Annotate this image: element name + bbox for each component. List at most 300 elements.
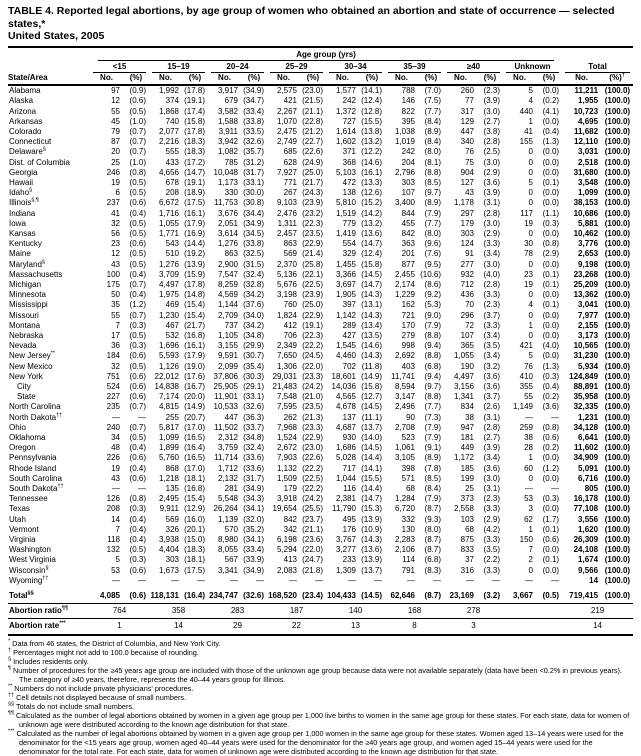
data-cell: 35 bbox=[111, 300, 120, 310]
summary-value-cell: 764 bbox=[90, 604, 149, 619]
data-cell: (3.7) bbox=[483, 392, 500, 402]
data-cell: (3.0) bbox=[483, 157, 500, 167]
data-cell: 26,309 bbox=[573, 535, 599, 545]
data-cell: (8.4) bbox=[424, 116, 441, 126]
state-row bbox=[8, 474, 633, 484]
data-cell: (22.1) bbox=[302, 269, 323, 279]
data-cell: (100.0) bbox=[604, 86, 631, 96]
data-cell: (9.5) bbox=[424, 259, 441, 269]
data-cell: (23.4) bbox=[300, 591, 326, 604]
data-cell: (0.7) bbox=[129, 126, 146, 136]
data-cell: (19.1) bbox=[184, 177, 205, 187]
data-cell: (0.5) bbox=[129, 188, 146, 198]
data-cell: (31.7) bbox=[243, 167, 264, 177]
data-cell: (15.8) bbox=[361, 259, 382, 269]
data-cell: 9,911 bbox=[159, 504, 179, 514]
data-cell: 363 bbox=[401, 239, 415, 249]
data-cell: (100.0) bbox=[604, 198, 631, 208]
data-cell: (7.5) bbox=[424, 96, 441, 106]
data-cell: (13.1) bbox=[361, 300, 382, 310]
data-cell: 124,849 bbox=[569, 371, 599, 381]
data-cell: (0.8) bbox=[129, 167, 146, 177]
footnote-marker: §,¶ bbox=[31, 197, 39, 204]
data-cell: (1.3) bbox=[542, 137, 560, 147]
state-row bbox=[8, 260, 633, 270]
data-cell: 2,381 bbox=[335, 494, 356, 504]
col-header-no: No. bbox=[267, 73, 300, 85]
data-cell: (0.3) bbox=[542, 371, 560, 381]
data-cell: (0.4) bbox=[129, 290, 146, 300]
data-cell: (100.0) bbox=[604, 514, 631, 524]
data-cell: (7.9) bbox=[424, 422, 441, 432]
data-cell: 155 bbox=[519, 137, 533, 147]
data-cell: 3,366 bbox=[335, 269, 356, 279]
data-cell: 833 bbox=[460, 545, 474, 555]
data-cell: (3.9) bbox=[483, 188, 500, 198]
data-cell: (0.6) bbox=[129, 239, 146, 249]
col-header-pct: (%) bbox=[477, 73, 503, 85]
data-cell: 4,404 bbox=[158, 545, 179, 555]
footnote-marker: § bbox=[29, 187, 33, 194]
data-cell: (3.4) bbox=[483, 453, 500, 463]
data-cell: 30 bbox=[524, 239, 533, 249]
state-row bbox=[8, 382, 633, 392]
col-header-pct: (%) bbox=[300, 73, 326, 85]
data-cell: (31.7) bbox=[243, 473, 264, 483]
data-cell: — bbox=[289, 575, 297, 585]
data-cell: (3.3) bbox=[483, 320, 500, 330]
data-cell: (30.8) bbox=[243, 198, 264, 208]
data-cell: (3.2) bbox=[477, 591, 503, 604]
data-cell: (100.0) bbox=[604, 545, 631, 555]
data-cell: (3.4) bbox=[483, 249, 500, 259]
data-cell: (3.1) bbox=[483, 484, 500, 494]
data-cell: 185 bbox=[460, 463, 474, 473]
data-cell: 2,496 bbox=[394, 402, 415, 412]
data-cell: 2,312 bbox=[217, 433, 238, 443]
data-cell: (14.3) bbox=[361, 310, 382, 320]
data-cell: (23.0) bbox=[302, 443, 323, 453]
data-cell: 48 bbox=[111, 443, 120, 453]
data-cell: 355 bbox=[519, 382, 533, 391]
data-cell: (25.0) bbox=[302, 300, 323, 310]
data-cell: 62 bbox=[524, 514, 533, 524]
data-cell: 43 bbox=[111, 473, 120, 483]
data-cell: (32.6) bbox=[241, 591, 267, 604]
data-cell: (0.1) bbox=[542, 279, 560, 289]
data-cell: 932 bbox=[460, 269, 474, 279]
data-cell: 863 bbox=[224, 249, 238, 259]
data-cell: (14.5) bbox=[361, 443, 382, 453]
data-cell: 62,646 bbox=[385, 591, 418, 604]
data-cell: (9.2) bbox=[424, 290, 441, 300]
col-header-pct: (%) bbox=[536, 73, 562, 85]
data-cell: 524 bbox=[106, 382, 120, 391]
data-cell: (0.5) bbox=[129, 228, 146, 238]
data-cell: (13.6) bbox=[361, 545, 382, 555]
data-cell: 7 bbox=[115, 320, 120, 330]
data-cell: 11,602 bbox=[574, 443, 599, 453]
data-cell: (7.7) bbox=[424, 402, 441, 412]
data-cell: (14.4) bbox=[184, 239, 205, 249]
data-cell: (7.6) bbox=[424, 249, 441, 259]
group-header-label: Total bbox=[565, 61, 630, 73]
data-cell: 17 bbox=[111, 330, 120, 340]
data-cell: (8.6) bbox=[424, 279, 441, 289]
data-cell: 32,335 bbox=[573, 402, 599, 412]
group-header-label: <15 bbox=[93, 61, 146, 73]
data-cell: (17.6) bbox=[184, 371, 205, 381]
data-cell: (0.2) bbox=[542, 443, 560, 453]
state-row bbox=[8, 178, 633, 188]
data-cell: 75 bbox=[465, 157, 474, 167]
data-cell: 760 bbox=[283, 300, 297, 310]
data-cell: 330 bbox=[224, 188, 238, 198]
data-cell: 162 bbox=[401, 300, 415, 310]
data-cell: (0.6) bbox=[542, 433, 560, 443]
data-cell: 7,977 bbox=[578, 310, 599, 320]
data-cell: 45 bbox=[111, 116, 120, 126]
data-cell: (33.7) bbox=[243, 422, 264, 432]
data-cell: 1,306 bbox=[276, 361, 297, 371]
data-cell: 104,433 bbox=[326, 591, 359, 604]
group-header-label: 20–24 bbox=[211, 61, 264, 73]
data-cell: 23 bbox=[524, 269, 533, 279]
data-cell: 2,455 bbox=[394, 269, 415, 279]
data-cell: 36 bbox=[111, 341, 120, 351]
data-cell: (34.2) bbox=[243, 290, 264, 300]
data-cell: 5,810 bbox=[335, 198, 356, 208]
data-cell: 436 bbox=[460, 290, 474, 300]
data-cell: (6.8) bbox=[424, 555, 441, 565]
state-row bbox=[8, 372, 633, 382]
state-name: North Dakota†† bbox=[9, 411, 63, 422]
data-cell: 11,211 bbox=[574, 86, 599, 96]
data-cell: 4,497 bbox=[158, 279, 179, 289]
data-cell: 1,105 bbox=[217, 330, 238, 340]
data-cell: (100.0) bbox=[604, 116, 631, 126]
data-cell: 267 bbox=[283, 188, 297, 198]
data-cell: (100.0) bbox=[604, 218, 631, 228]
data-cell: (100.0) bbox=[604, 494, 631, 504]
data-cell: 76 bbox=[465, 147, 474, 157]
data-cell: (0.9) bbox=[129, 86, 146, 96]
group-header-age bbox=[503, 61, 562, 73]
data-cell: (2.5) bbox=[483, 147, 500, 157]
data-cell: (34.9) bbox=[243, 218, 264, 228]
data-cell: (3.1) bbox=[483, 198, 500, 208]
footnote-marker: *** bbox=[59, 620, 66, 627]
data-cell: (31.2) bbox=[243, 157, 264, 167]
data-cell: 168,520 bbox=[267, 591, 300, 604]
col-header-pct: (%) bbox=[359, 73, 385, 85]
data-cell: 199 bbox=[460, 473, 474, 483]
data-cell: (30.7) bbox=[243, 351, 264, 361]
data-cell: (4.1) bbox=[542, 106, 560, 116]
data-cell: — bbox=[348, 575, 356, 585]
data-cell: 77 bbox=[465, 96, 474, 106]
data-cell: (8.7) bbox=[418, 591, 444, 604]
state-row bbox=[8, 566, 633, 576]
data-cell: 785 bbox=[224, 157, 238, 167]
data-cell: (0.8) bbox=[542, 239, 560, 249]
footnote-symbol: † bbox=[8, 647, 12, 654]
state-row bbox=[8, 137, 633, 147]
data-cell: (2.8) bbox=[483, 422, 500, 432]
data-cell: (21.0) bbox=[302, 392, 323, 402]
data-cell: (100.0) bbox=[604, 504, 631, 514]
data-cell: (3.4) bbox=[483, 330, 500, 340]
data-cell: — bbox=[407, 575, 415, 585]
data-cell: 3,942 bbox=[217, 137, 238, 147]
state-name: Pennsylvania bbox=[9, 453, 57, 463]
data-cell: 7,595 bbox=[276, 402, 297, 412]
state-name: New Mexico bbox=[9, 361, 53, 371]
data-cell: 1,620 bbox=[578, 524, 599, 534]
state-row bbox=[8, 423, 633, 433]
data-cell: 523 bbox=[401, 433, 415, 443]
state-row bbox=[8, 413, 633, 423]
data-cell: 412 bbox=[283, 320, 297, 330]
data-cell: (33.8) bbox=[243, 116, 264, 126]
data-cell: 0 bbox=[528, 228, 533, 238]
data-cell: 175 bbox=[106, 279, 120, 289]
data-cell: (8.0) bbox=[424, 524, 441, 534]
data-cell: (8.9) bbox=[424, 126, 441, 136]
group-header-age bbox=[326, 61, 385, 73]
data-cell: 34,909 bbox=[573, 453, 599, 463]
state-row bbox=[8, 127, 633, 137]
data-cell: 25,905 bbox=[213, 382, 238, 391]
data-cell: 14 bbox=[589, 575, 599, 585]
data-cell: 0 bbox=[528, 310, 533, 320]
data-cell: 3,400 bbox=[394, 198, 415, 208]
data-cell: 1,178 bbox=[453, 198, 474, 208]
data-cell: (20.7) bbox=[184, 412, 205, 422]
data-cell: 877 bbox=[401, 259, 415, 269]
data-cell: (8.4) bbox=[424, 137, 441, 147]
data-cell: 1,038 bbox=[394, 126, 415, 136]
footnote-symbol: ** bbox=[8, 683, 13, 690]
data-cell: 2,749 bbox=[276, 137, 297, 147]
data-cell: 259 bbox=[519, 422, 533, 432]
col-header-no: No. bbox=[149, 73, 182, 85]
data-cell: 421 bbox=[519, 341, 533, 351]
data-cell: (1.0) bbox=[129, 157, 146, 167]
state-name: Washington bbox=[9, 545, 51, 555]
data-cell: (0.3) bbox=[542, 218, 560, 228]
footnote-symbol: §§ bbox=[8, 701, 15, 708]
data-cell: (8.0) bbox=[424, 228, 441, 238]
data-cell: (22.9) bbox=[302, 310, 323, 320]
data-cell: (33.8) bbox=[243, 239, 264, 249]
data-cell: (0.5) bbox=[129, 218, 146, 228]
footnote: § Includes residents only. bbox=[8, 656, 89, 666]
data-cell: 678 bbox=[165, 177, 179, 187]
data-cell: (100.0) bbox=[604, 208, 631, 218]
data-cell: (0.5) bbox=[129, 249, 146, 259]
data-cell: 3,776 bbox=[578, 239, 599, 249]
data-cell: (34.4) bbox=[243, 208, 264, 218]
data-cell: (24.2) bbox=[302, 494, 323, 504]
data-cell: (8.3) bbox=[424, 565, 441, 575]
data-cell: 3,556 bbox=[578, 514, 599, 524]
data-cell: 70 bbox=[465, 300, 474, 310]
footnote-marker: ¶¶ bbox=[61, 605, 69, 612]
data-cell: 1,771 bbox=[158, 228, 179, 238]
data-cell: 410 bbox=[519, 371, 533, 381]
data-cell: 1,899 bbox=[158, 443, 179, 453]
data-cell: (3.9) bbox=[483, 96, 500, 106]
data-cell: 930 bbox=[342, 433, 356, 443]
data-cell: (0.7) bbox=[129, 422, 146, 432]
data-cell: 6,198 bbox=[276, 535, 297, 545]
data-cell: 114 bbox=[402, 555, 415, 565]
summary-value-cell: 29 bbox=[208, 619, 267, 635]
state-row bbox=[8, 300, 633, 310]
data-cell: 467 bbox=[165, 320, 179, 330]
data-cell: 5 bbox=[528, 86, 533, 96]
data-cell: (29.1) bbox=[243, 382, 264, 391]
data-cell: 78 bbox=[524, 249, 533, 259]
data-cell: (0.1) bbox=[542, 524, 560, 534]
data-cell: (7.9) bbox=[424, 208, 441, 218]
group-header-age bbox=[208, 61, 267, 73]
data-cell: (14.4) bbox=[361, 484, 382, 494]
data-cell: 4,497 bbox=[453, 371, 474, 381]
data-cell: 1,061 bbox=[394, 443, 415, 453]
data-cell: (17.5) bbox=[184, 198, 205, 208]
state-name: Alabama bbox=[9, 86, 41, 96]
data-cell: 1,673 bbox=[158, 565, 179, 575]
data-cell: — bbox=[138, 412, 146, 422]
data-cell: (22.5) bbox=[302, 279, 323, 289]
data-cell: (3.2) bbox=[483, 361, 500, 371]
data-cell: 1,992 bbox=[158, 86, 179, 96]
data-cell: 11,741 bbox=[391, 371, 415, 381]
state-row bbox=[8, 117, 633, 127]
data-cell: (32.5) bbox=[243, 249, 264, 259]
data-cell: 262 bbox=[283, 412, 297, 422]
data-cell: 834 bbox=[460, 402, 474, 412]
data-cell: 1,372 bbox=[335, 106, 356, 116]
state-row bbox=[8, 209, 633, 219]
data-cell: 3,709 bbox=[158, 269, 179, 279]
data-cell: (19.1) bbox=[184, 96, 205, 106]
data-cell: (25.0) bbox=[302, 167, 323, 177]
data-cell: (0.7) bbox=[129, 279, 146, 289]
data-cell: (23.7) bbox=[302, 514, 323, 524]
state-name: North Carolina bbox=[9, 402, 61, 412]
data-cell: 3,031 bbox=[578, 147, 599, 157]
data-cell: (30.3) bbox=[243, 371, 264, 381]
data-cell: 1,099 bbox=[158, 433, 179, 443]
data-cell: (8.7) bbox=[424, 504, 441, 514]
data-cell: (16.0) bbox=[184, 514, 205, 524]
data-cell: (21.7) bbox=[184, 320, 205, 330]
state-row bbox=[8, 311, 633, 321]
data-cell: (32.4) bbox=[243, 443, 264, 453]
data-cell: 8,259 bbox=[217, 279, 238, 289]
data-cell: (32.8) bbox=[243, 279, 264, 289]
state-name: Maryland§ bbox=[9, 258, 45, 269]
data-cell: (3.0) bbox=[483, 473, 500, 483]
data-cell: 6 bbox=[115, 188, 120, 198]
data-cell: 11,790 bbox=[332, 504, 356, 514]
state-row bbox=[8, 504, 633, 514]
state-name: Colorado bbox=[9, 126, 42, 136]
state-name: New Jersey** bbox=[9, 350, 56, 361]
data-cell: (14.3) bbox=[361, 535, 382, 545]
data-cell: 130 bbox=[401, 524, 415, 534]
data-cell: (17.5) bbox=[184, 565, 205, 575]
data-cell: (0.0) bbox=[542, 453, 560, 463]
data-cell: 685 bbox=[283, 147, 297, 157]
header-subhead-row bbox=[8, 73, 633, 85]
state-row bbox=[8, 545, 633, 555]
data-cell: (22.6) bbox=[302, 147, 323, 157]
group-header-age bbox=[385, 61, 444, 73]
data-cell: 1,126 bbox=[158, 361, 179, 371]
data-cell: (14.1) bbox=[361, 86, 382, 96]
data-cell: (3.0) bbox=[483, 259, 500, 269]
data-cell: (13.7) bbox=[361, 422, 382, 432]
data-cell: 11,714 bbox=[214, 453, 238, 463]
data-cell: 184 bbox=[106, 351, 120, 361]
data-cell: 29,031 bbox=[272, 371, 297, 381]
data-cell: (0.6) bbox=[129, 351, 146, 361]
data-cell: 3,341 bbox=[217, 565, 238, 575]
data-cell: (0.1) bbox=[542, 269, 560, 279]
data-cell: 2 bbox=[528, 555, 533, 565]
data-cell: 23,169 bbox=[444, 591, 477, 604]
data-cell: 5,881 bbox=[578, 218, 599, 228]
data-cell: 14,036 bbox=[331, 382, 356, 391]
col-header-no: No. bbox=[562, 73, 601, 85]
state-name: Illinois§,¶ bbox=[9, 197, 39, 208]
data-cell: 16,178 bbox=[573, 494, 599, 504]
data-cell: 719,415 bbox=[562, 591, 601, 604]
data-cell: 6,641 bbox=[578, 433, 599, 443]
data-cell: (0.6) bbox=[129, 392, 146, 402]
data-cell: 34,128 bbox=[573, 422, 599, 432]
data-cell: (0.3) bbox=[129, 504, 146, 514]
data-cell: 5,103 bbox=[335, 167, 356, 177]
data-cell: 14,838 bbox=[154, 382, 179, 391]
data-cell: (100.0) bbox=[604, 126, 631, 136]
data-cell: — bbox=[525, 484, 533, 494]
data-cell: (0.1) bbox=[542, 177, 560, 187]
data-cell: (100.0) bbox=[604, 177, 631, 187]
state-name: Vermont bbox=[9, 524, 39, 534]
data-cell: (17.8) bbox=[184, 126, 205, 136]
state-name: Alaska bbox=[9, 96, 34, 106]
data-cell: (21.3) bbox=[302, 412, 323, 422]
state-row bbox=[8, 96, 633, 106]
data-cell: (3.6) bbox=[483, 463, 500, 473]
state-row bbox=[8, 392, 633, 402]
data-cell: 11,502 bbox=[214, 422, 238, 432]
data-cell: 3,938 bbox=[158, 535, 179, 545]
data-cell: 7,927 bbox=[276, 167, 297, 177]
state-name: Rhode Island bbox=[9, 463, 57, 473]
data-cell: (0.3) bbox=[129, 341, 146, 351]
data-cell: (13.7) bbox=[361, 565, 382, 575]
data-cell: 255 bbox=[165, 412, 179, 422]
data-cell: 72 bbox=[465, 320, 474, 330]
data-cell: (14.9) bbox=[184, 402, 205, 412]
data-cell: (0.0) bbox=[542, 310, 560, 320]
